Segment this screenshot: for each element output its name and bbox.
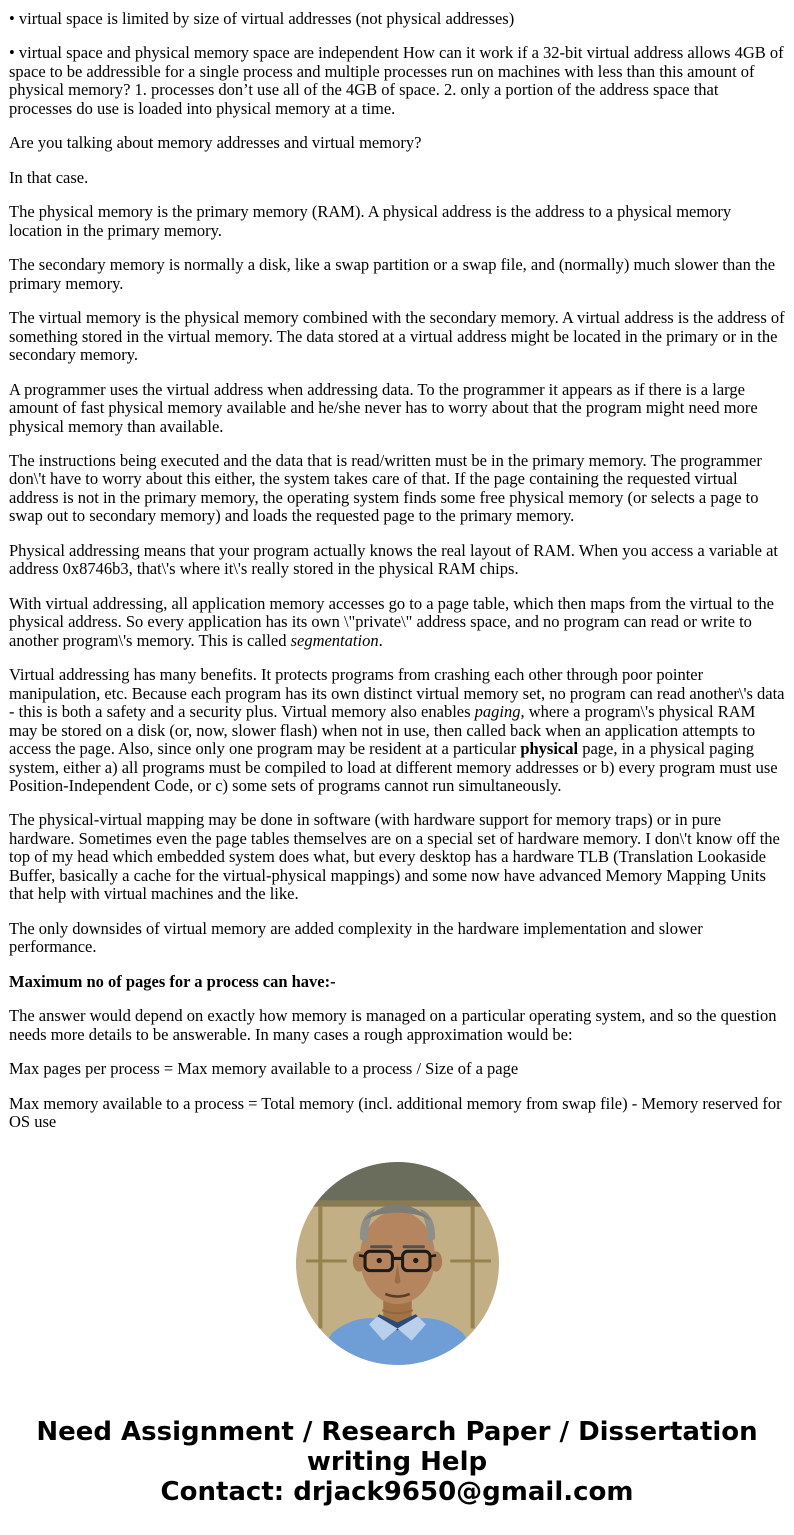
text-segment-bold: physical bbox=[520, 739, 579, 759]
footer-cta bbox=[7, 1417, 787, 1535]
paragraph-question: Are you talking about memory addresses and virtual memory? bbox=[9, 133, 422, 153]
paragraph-formula-pages: Max pages per process = Max memory available to a process / Size of a page bbox=[9, 1059, 519, 1079]
paragraph-instructions: The instructions being executed and the data that is read/written must be in the primary memory. The programmer don\'t have to worry about this either, the system takes care of that. If the page containing the requested virtual address is not in the primary memory, the operating system finds some free physical memory (or selects a page to swap out to secondary memory) and loads the requested page to the primary memory. bbox=[9, 450, 762, 526]
paragraph-physical-addressing: Physical addressing means that your program actually knows the real layout of RAM. When you access a variable at address 0x8746b3, that\'s where it\'s really stored in the physical RAM chips. bbox=[9, 540, 779, 579]
text-segment: Virtual addressing has many benefits. It protects programs from crashing each other through poor pointer manipulation, etc. Because each program has its own distinct virtual memory set, no program can read another\'s data - this is both a safety and a security plus. Virtual memory also enables bbox=[9, 665, 785, 722]
paragraph-secondary-memory: The secondary memory is normally a disk, like a swap partition or a swap file, and (normally) much slower than the primary memory. bbox=[9, 255, 776, 293]
footer-heading: Need Assignment / Research Paper / Dissertation writing Help bbox=[36, 1416, 758, 1477]
paragraph-virtual-addressing bbox=[9, 595, 785, 650]
paragraph-benefits bbox=[9, 666, 785, 795]
heading-max-pages: Maximum no of pages for a process can have:- bbox=[9, 971, 336, 991]
text-segment: page, in a physical paging system, either a) all programs must be compiled to load at different memory addresses or b) every program must use Position-Independent Code, or c) some sets of programs cannot run simultaneously. bbox=[9, 739, 778, 795]
text-segment-italic: paging, bbox=[474, 702, 525, 722]
paragraph-virtual-memory: The virtual memory is the physical memory combined with the secondary memory. A virtual address is the address of something stored in the virtual memory. The data stored at a virtual address might be located in the primary or in the secondary memory. bbox=[9, 308, 785, 365]
text-segment: With virtual addressing, all application memory accesses go to a page table, which then maps from the virtual to the physical address. So every application has its own \"private\" address space, and no program can read or write to another program\'s memory. This is called bbox=[9, 593, 774, 650]
paragraph-in-that-case: In that case. bbox=[9, 167, 89, 187]
paragraph-answer: The answer would depend on exactly how memory is managed on a particular operating system, and so the question needs more details to be answerable. In many cases a rough approximation would be: bbox=[9, 1006, 777, 1044]
person-avatar-illustration bbox=[296, 1162, 499, 1365]
paragraph-physical-memory: The physical memory is the primary memory (RAM). A physical address is the address to a physical memory location in the primary memory. bbox=[9, 202, 732, 240]
paragraph-formula-memory: Max memory available to a process = Total memory (incl. additional memory from swap file) - Memory reserved for OS use bbox=[9, 1093, 782, 1132]
text-segment: where a program\'s physical RAM may be stored on a disk (or, now, slower flash) when not in use, then called back when an application attempts to access the page. Also, since only one program may be resident at a particular bbox=[9, 702, 756, 759]
text-segment-italic: segmentation bbox=[290, 630, 379, 650]
paragraph-downsides: The only downsides of virtual memory are added complexity in the hardware implementation and slower performance. bbox=[9, 918, 703, 957]
text-segment: . bbox=[378, 630, 383, 650]
bullet-virtual-space-limit: • virtual space is limited by size of virtual addresses (not physical addresses) bbox=[9, 9, 515, 28]
profile-photo bbox=[296, 1162, 499, 1365]
paragraph-programmer: A programmer uses the virtual address when addressing data. To the programmer it appears as if there is a large amount of fast physical memory available and he/she never has to worry about that the program might need more physical memory than available. bbox=[9, 379, 758, 436]
footer-contact-email: Contact: drjack9650@gmail.com bbox=[160, 1476, 634, 1507]
profile-photo-section bbox=[0, 1162, 794, 1365]
paragraph-mapping: The physical-virtual mapping may be done in software (with hardware support for memory traps) or in pure hardware. Sometimes even the page tables themselves are on a special set of hardware memory. I don\'t know off the top of my head which embedded system does what, but every desktop has a hardware TLB (Translation Lookaside Buffer, basically a cache for the virtual-physical mappings) and some now have advanced Memory Mapping Units that help with virtual machines and the like. bbox=[9, 810, 780, 904]
bullet-independent-spaces: • virtual space and physical memory space are independent How can it work if a 32-bit virtual address allows 4GB of space to be addressible for a single process and multiple processes run on machines with less than this amount of physical memory? 1. processes don’t use all of the 4GB of space. 2. only a portion of the address space that processes do use is loaded into physical memory at a time. bbox=[9, 43, 784, 118]
